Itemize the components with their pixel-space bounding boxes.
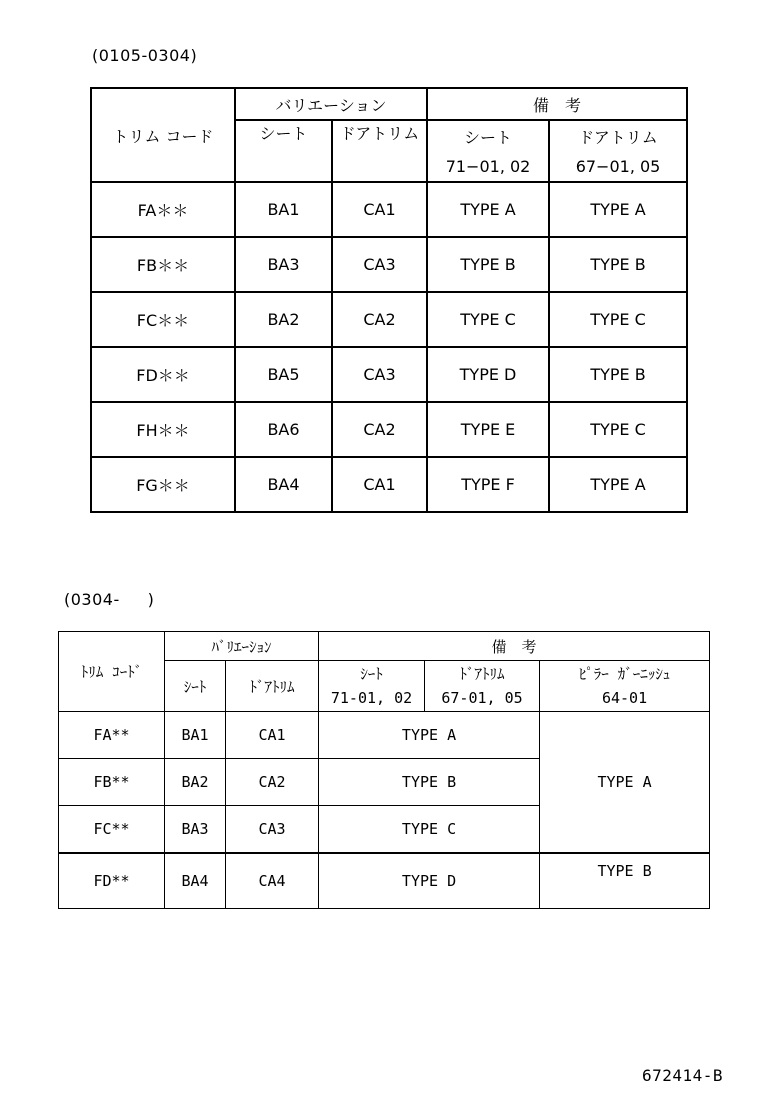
- remarks-door-trim-header: ドアトリム: [549, 120, 687, 151]
- remarks-door-cell: TYPE C: [549, 292, 687, 347]
- remarks-door-cell: TYPE A: [549, 457, 687, 512]
- remarks-seat-cell: TYPE B: [427, 237, 549, 292]
- seat-header: シート: [235, 120, 332, 182]
- figure-id: 672414-B: [642, 1066, 724, 1085]
- trim-code-cell: FB**: [59, 759, 165, 806]
- remarks-door-trim-header: [425, 661, 540, 712]
- seat-cell: BA1: [235, 182, 332, 237]
- remarks-seat-cell: TYPE D: [427, 347, 549, 402]
- seat-cell: BA6: [235, 402, 332, 457]
- remarks-seat-door-cell: TYPE A: [319, 712, 540, 759]
- remarks-header: 備 考: [427, 88, 687, 120]
- seat-cell: BA5: [235, 347, 332, 402]
- remarks-pillar-label: ﾋﾟﾗｰ ｶﾞｰﾆｯｼｭ: [578, 665, 671, 683]
- remarks-door-trim-code: 67-01, 05: [441, 689, 523, 707]
- remarks-seat-door-cell: TYPE B: [319, 759, 540, 806]
- door-trim-cell: CA2: [226, 759, 319, 806]
- remarks-seat-cell: TYPE E: [427, 402, 549, 457]
- remarks-seat-cell: TYPE A: [427, 182, 549, 237]
- seat-cell: BA4: [165, 853, 226, 909]
- remarks-door-trim-code: 67−01, 05: [549, 151, 687, 182]
- remarks-seat-door-cell: TYPE D: [319, 853, 540, 909]
- table-row: [91, 457, 687, 512]
- trim-code-cell: FG＊＊: [91, 457, 235, 512]
- remarks-seat-label: ｼｰﾄ: [360, 665, 383, 683]
- door-trim-cell: CA1: [332, 457, 427, 512]
- range-label-1: (0105-0304): [92, 46, 198, 65]
- seat-cell: BA2: [235, 292, 332, 347]
- seat-cell: BA3: [235, 237, 332, 292]
- trim-code-cell: FH＊＊: [91, 402, 235, 457]
- remarks-seat-door-cell: TYPE C: [319, 806, 540, 854]
- remarks-seat-code: 71-01, 02: [330, 689, 413, 707]
- door-trim-cell: CA3: [226, 806, 319, 854]
- table-row: [91, 237, 687, 292]
- table-row: [91, 182, 687, 237]
- door-trim-cell: CA3: [332, 347, 427, 402]
- remarks-pillar-header: [540, 661, 710, 712]
- trim-code-cell: FB＊＊: [91, 237, 235, 292]
- door-trim-header: ドアトリム: [332, 120, 427, 182]
- door-trim-cell: CA2: [332, 402, 427, 457]
- seat-header: ｼｰﾄ: [165, 661, 226, 712]
- remarks-seat-code: 71−01, 02: [427, 151, 549, 182]
- door-trim-cell: CA1: [226, 712, 319, 759]
- seat-cell: BA3: [165, 806, 226, 854]
- trim-code-header: トリム コード: [91, 88, 235, 182]
- remarks-header: 備 考: [319, 632, 710, 661]
- table-row: [91, 347, 687, 402]
- remarks-seat-cell: TYPE C: [427, 292, 549, 347]
- trim-table-1: [90, 87, 688, 513]
- remarks-door-trim-label: ﾄﾞｱﾄﾘﾑ: [459, 665, 505, 683]
- table-row: [91, 292, 687, 347]
- remarks-door-cell: TYPE B: [549, 347, 687, 402]
- trim-code-cell: FD＊＊: [91, 347, 235, 402]
- table-row: [59, 712, 710, 759]
- remarks-pillar-cell: TYPE B: [540, 853, 710, 909]
- remarks-pillar-code: 64-01: [601, 689, 648, 707]
- remarks-door-cell: TYPE B: [549, 237, 687, 292]
- door-trim-cell: CA4: [226, 853, 319, 909]
- trim-code-cell: FD**: [59, 853, 165, 909]
- door-trim-header: ﾄﾞｱﾄﾘﾑ: [226, 661, 319, 712]
- seat-cell: BA4: [235, 457, 332, 512]
- seat-cell: BA1: [165, 712, 226, 759]
- variation-header: ﾊﾞﾘｴｰｼｮﾝ: [165, 632, 319, 661]
- table-row: [59, 853, 710, 909]
- variation-header: バリエーション: [235, 88, 427, 120]
- table-row: [91, 402, 687, 457]
- trim-code-header: ﾄﾘﾑ ｺｰﾄﾞ: [59, 632, 165, 712]
- remarks-seat-cell: TYPE F: [427, 457, 549, 512]
- remarks-seat-header: [319, 661, 425, 712]
- door-trim-cell: CA1: [332, 182, 427, 237]
- remarks-door-cell: TYPE A: [549, 182, 687, 237]
- remarks-seat-header: シート: [427, 120, 549, 151]
- seat-cell: BA2: [165, 759, 226, 806]
- trim-code-cell: FA＊＊: [91, 182, 235, 237]
- door-trim-cell: CA2: [332, 292, 427, 347]
- remarks-door-cell: TYPE C: [549, 402, 687, 457]
- trim-code-cell: FA**: [59, 712, 165, 759]
- trim-code-cell: FC＊＊: [91, 292, 235, 347]
- trim-table-2: [58, 631, 710, 909]
- range-label-2: (0304- ): [64, 590, 155, 609]
- door-trim-cell: CA3: [332, 237, 427, 292]
- remarks-pillar-cell: TYPE A: [540, 712, 710, 854]
- trim-code-cell: FC**: [59, 806, 165, 854]
